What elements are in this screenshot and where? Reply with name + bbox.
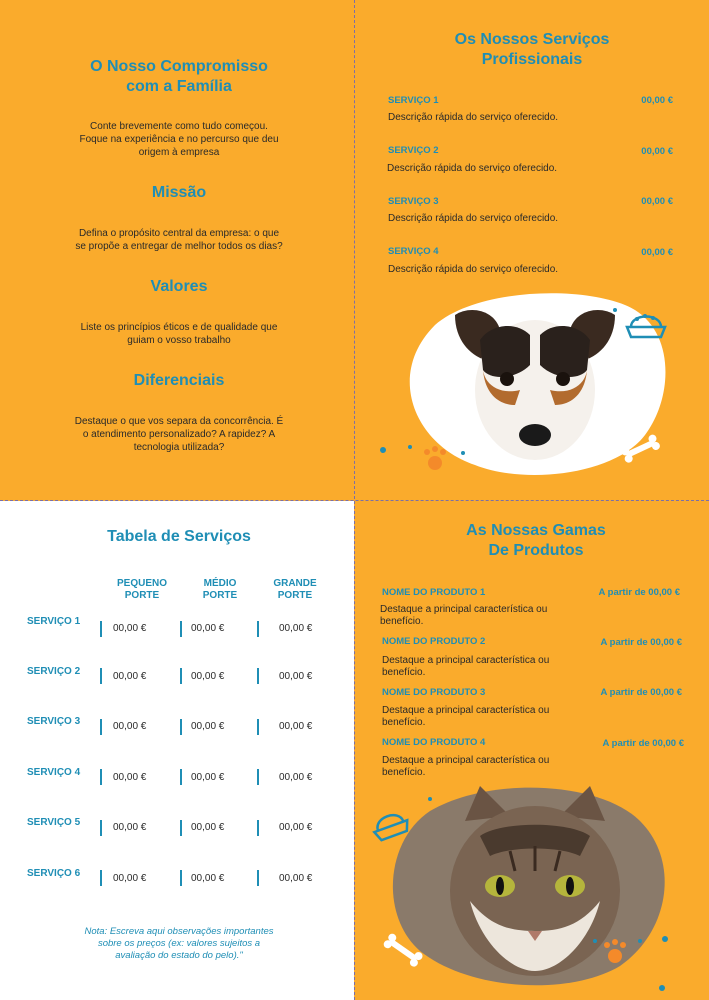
- table-cell: 00,00 €: [113, 822, 147, 833]
- row-name: SERVIÇO 1: [27, 616, 81, 627]
- table-cell: 00,00 €: [279, 873, 313, 884]
- products-panel: [355, 501, 709, 1000]
- mission-line1: Defina o propósito central da empresa: o que: [78, 228, 280, 239]
- mission-text: [40, 227, 318, 253]
- commitment-intro: [40, 120, 318, 159]
- table-cell: 00,00 €: [279, 671, 313, 682]
- row-name: SERVIÇO 4: [27, 767, 81, 778]
- commitment-title-line1: O Nosso Compromisso: [90, 58, 268, 75]
- col-head-small-line2: PORTE: [124, 590, 160, 601]
- product-desc-line2: benefício.: [380, 616, 424, 627]
- cat-photo: [370, 781, 700, 996]
- service-price: 00,00 €: [641, 146, 673, 157]
- cell-divider: [180, 719, 182, 735]
- values-line2: guiam o vosso trabalho: [127, 335, 231, 346]
- note-line1: Nota: Escreva aqui observações importantes: [84, 926, 274, 937]
- mission-title: Missão: [151, 184, 207, 201]
- products-title: [375, 521, 697, 561]
- services-panel: [355, 0, 709, 500]
- commitment-title-line2: com a Família: [126, 78, 232, 95]
- price-table-panel: [0, 501, 354, 1000]
- table-cell: 00,00 €: [279, 822, 313, 833]
- price-note: [40, 926, 318, 962]
- service-desc: Descrição rápida do serviço oferecido.: [388, 213, 559, 224]
- table-cell: 00,00 €: [113, 623, 147, 634]
- product-desc-line1: Destaque a principal característica ou: [382, 655, 550, 666]
- product-desc-line1: Destaque a principal característica ou: [380, 604, 548, 615]
- diff-line2: o atendimento personalizado? A rapidez? A: [82, 429, 276, 440]
- product-desc-line2: benefício.: [382, 667, 426, 678]
- cell-divider: [257, 719, 259, 735]
- service-name: SERVIÇO 1: [388, 95, 439, 106]
- table-cell: 00,00 €: [191, 822, 225, 833]
- cell-divider: [100, 769, 102, 785]
- commitment-title: [40, 57, 318, 97]
- services-title: [375, 30, 689, 70]
- row-name: SERVIÇO 2: [27, 666, 81, 677]
- col-head-small-line1: PEQUENO: [116, 578, 167, 589]
- cell-divider: [180, 870, 182, 886]
- cell-divider: [257, 621, 259, 637]
- product-name: NOME DO PRODUTO 2: [382, 636, 486, 647]
- cell-divider: [257, 820, 259, 836]
- product-price: A partir de 00,00 €: [600, 687, 682, 698]
- row-name: SERVIÇO 5: [27, 817, 81, 828]
- table-cell: 00,00 €: [113, 772, 147, 783]
- table-cell: 00,00 €: [279, 772, 313, 783]
- col-head-large-line1: GRANDE: [273, 578, 317, 589]
- col-head-medium: [186, 578, 254, 602]
- cell-divider: [180, 668, 182, 684]
- diff-line1: Destaque o que vos separa da concorrência. É: [74, 416, 284, 427]
- commitment-panel: [0, 0, 354, 500]
- product-name: NOME DO PRODUTO 1: [382, 587, 486, 598]
- cell-divider: [257, 769, 259, 785]
- col-head-medium-line1: MÉDIO: [203, 578, 237, 589]
- products-title-line2: De Produtos: [488, 542, 584, 559]
- dog-photo: [375, 285, 705, 495]
- cell-divider: [100, 820, 102, 836]
- table-cell: 00,00 €: [113, 721, 147, 732]
- table-cell: 00,00 €: [113, 671, 147, 682]
- product-desc: [382, 705, 582, 729]
- row-name: SERVIÇO 6: [27, 868, 81, 879]
- table-cell: 00,00 €: [191, 721, 225, 732]
- row-name: SERVIÇO 3: [27, 716, 81, 727]
- product-price: A partir de 00,00 €: [602, 738, 684, 749]
- differentials-text: [40, 415, 318, 454]
- service-desc: Descrição rápida do serviço oferecido.: [387, 163, 558, 174]
- values-line1: Liste os princípios éticos e de qualidade que: [80, 322, 278, 333]
- table-cell: 00,00 €: [191, 671, 225, 682]
- cell-divider: [180, 820, 182, 836]
- horizontal-fold-line: [0, 500, 709, 501]
- cell-divider: [100, 719, 102, 735]
- product-desc: [382, 655, 582, 679]
- service-name: SERVIÇO 2: [388, 145, 439, 156]
- table-cell: 00,00 €: [279, 623, 313, 634]
- table-cell: 00,00 €: [191, 772, 225, 783]
- service-price: 00,00 €: [641, 95, 673, 106]
- col-head-medium-line2: PORTE: [202, 590, 238, 601]
- cell-divider: [180, 621, 182, 637]
- service-price: 00,00 €: [641, 196, 673, 207]
- cell-divider: [257, 668, 259, 684]
- product-price: A partir de 00,00 €: [600, 637, 682, 648]
- service-desc: Descrição rápida do serviço oferecido.: [388, 112, 559, 123]
- product-name: NOME DO PRODUTO 3: [382, 687, 486, 698]
- cell-divider: [100, 870, 102, 886]
- product-desc-line2: benefício.: [382, 717, 426, 728]
- service-price: 00,00 €: [641, 247, 673, 258]
- product-desc-line2: benefício.: [382, 767, 426, 778]
- product-desc-line1: Destaque a principal característica ou: [382, 705, 550, 716]
- services-title-line1: Os Nossos Serviços: [454, 31, 610, 48]
- col-head-small: [108, 578, 176, 602]
- product-desc: [382, 755, 582, 779]
- product-price: A partir de 00,00 €: [598, 587, 680, 598]
- cell-divider: [100, 621, 102, 637]
- cell-divider: [180, 769, 182, 785]
- cell-divider: [100, 668, 102, 684]
- differentials-title: Diferenciais: [133, 372, 225, 389]
- mission-line2: se propõe a entregar de melhor todos os dias?: [75, 241, 283, 252]
- col-head-large: [261, 578, 329, 602]
- services-title-line2: Profissionais: [481, 51, 583, 68]
- product-desc: [380, 604, 580, 628]
- product-desc-line1: Destaque a principal característica ou: [382, 755, 550, 766]
- values-text: [40, 321, 318, 347]
- product-name: NOME DO PRODUTO 4: [382, 737, 486, 748]
- cell-divider: [257, 870, 259, 886]
- note-line2: sobre os preços (ex: valores sujeitos a: [97, 938, 261, 949]
- table-cell: 00,00 €: [279, 721, 313, 732]
- service-name: SERVIÇO 4: [388, 246, 439, 257]
- values-title: Valores: [150, 278, 208, 295]
- intro-line2: Foque na experiência e no percurso que deu: [79, 134, 279, 145]
- note-line3: avaliação do estado do pelo).": [115, 950, 243, 961]
- table-cell: 00,00 €: [113, 873, 147, 884]
- table-cell: 00,00 €: [191, 623, 225, 634]
- price-table-title: Tabela de Serviços: [107, 528, 251, 545]
- intro-line3: origem à empresa: [138, 147, 220, 158]
- col-head-large-line2: PORTE: [277, 590, 313, 601]
- table-cell: 00,00 €: [191, 873, 225, 884]
- diff-line3: tecnologia utilizada?: [133, 442, 225, 453]
- service-name: SERVIÇO 3: [388, 196, 439, 207]
- service-desc: Descrição rápida do serviço oferecido.: [388, 264, 559, 275]
- products-title-line1: As Nossas Gamas: [466, 522, 606, 539]
- intro-line1: Conte brevemente como tudo começou.: [90, 121, 268, 132]
